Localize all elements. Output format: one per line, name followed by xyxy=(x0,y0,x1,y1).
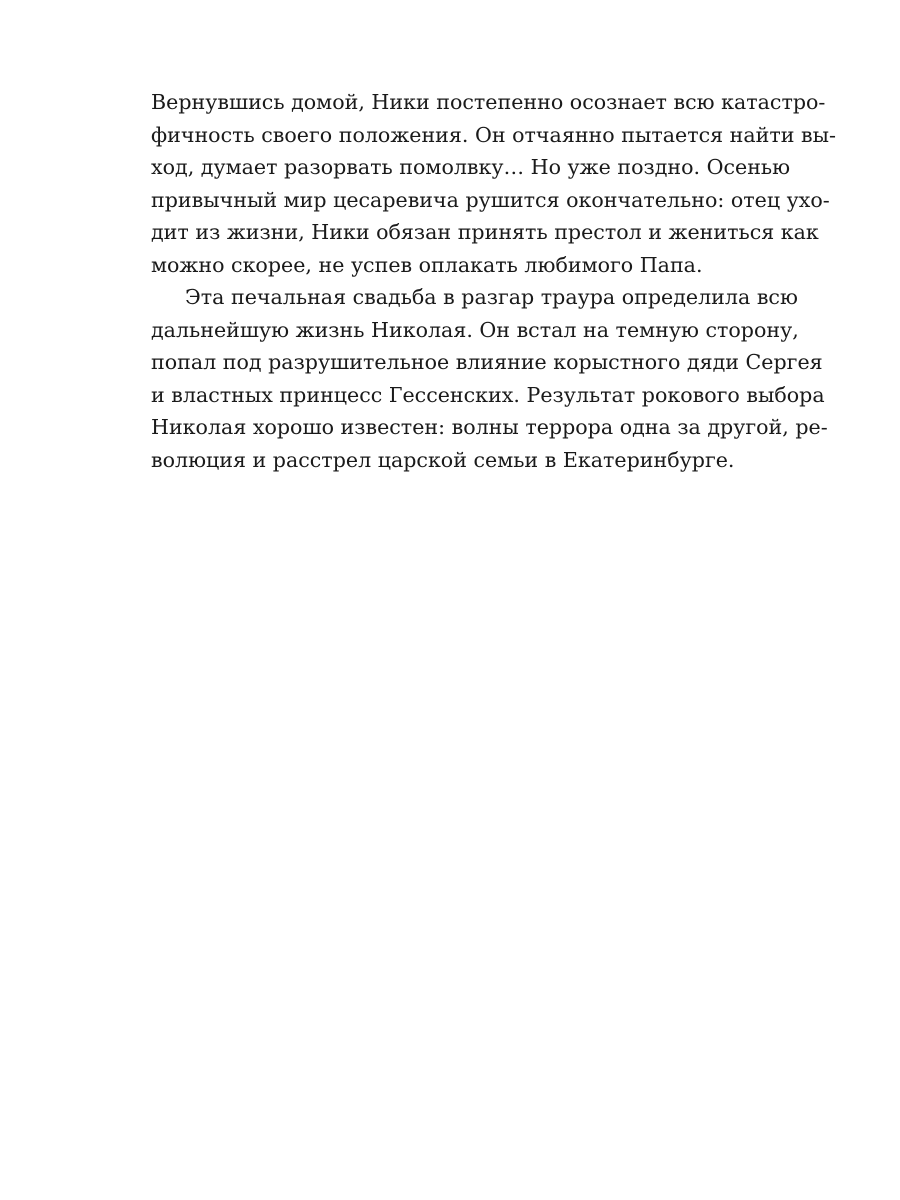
text-line: Эта печальная свадьба в разгар траура определила всю xyxy=(185,285,798,309)
paragraph-1 xyxy=(151,86,836,281)
text-line: попал под разрушительное влияние корыстного дяди Сергея xyxy=(151,350,823,374)
text-line: привычный мир цесаревича рушится окончательно: отец ухо- xyxy=(151,187,830,212)
text-line: и властных принцесс Гессенских. Результат рокового выбора xyxy=(151,382,825,407)
text-line: ход, думает разорвать помолвку… Но уже поздно. Осенью xyxy=(151,155,791,179)
text-line: можно скорее, не успев оплакать любимого Папа. xyxy=(151,252,703,277)
text-line: дальнейшую жизнь Николая. Он встал на темную сторону, xyxy=(151,317,799,342)
text-line: фичность своего положения. Он отчаянно пытается найти вы- xyxy=(151,122,836,147)
body-text xyxy=(151,86,836,476)
text-line: Николая хорошо известен: волны террора одна за другой, ре- xyxy=(151,415,828,439)
paragraph-2 xyxy=(151,281,828,476)
text-line: дит из жизни, Ники обязан принять престол и жениться как xyxy=(151,220,819,244)
text-line: волюция и расстрел царской семьи в Екатеринбурге. xyxy=(151,447,735,472)
text-line: Вернувшись домой, Ники постепенно осознает всю катастро- xyxy=(151,90,826,114)
